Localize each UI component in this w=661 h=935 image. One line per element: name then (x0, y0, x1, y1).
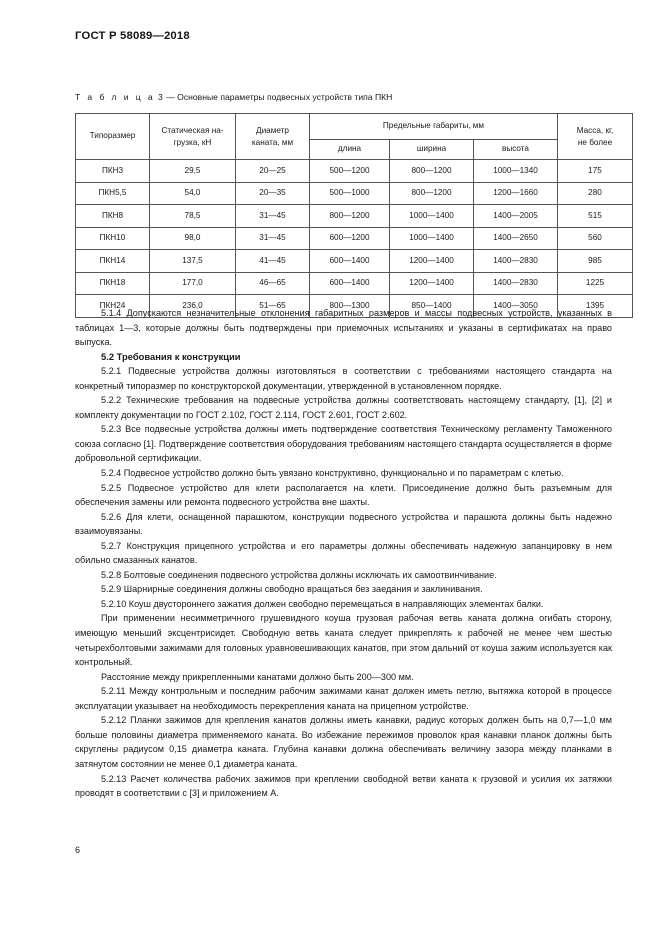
header-static-load-line2: грузка, кН (173, 137, 212, 147)
cell-mass: 280 (558, 182, 633, 205)
clause-5-2-5: 5.2.5 Подвесное устройство для клети располагается на клети. Присоединение должно быть разъемным для обеспечения замены или ремонта подвесного устройства вне шахты. (75, 482, 612, 508)
cell-width: 1000—1400 (390, 205, 474, 228)
header-overall-dimensions: Предельные габариты, мм (310, 114, 558, 140)
cell-width: 1200—1400 (390, 250, 474, 273)
cell-static-load: 137,5 (150, 250, 236, 273)
body-content (75, 306, 612, 801)
cell-rope-diameter: 20—25 (236, 160, 310, 183)
cell-type-size: ПКН18 (76, 272, 150, 295)
clause-5-2-2: 5.2.2 Технические требования на подвесные устройства должны соответствовать настоящему стандарту, [1], [2] и комплекту документации по ГОСТ 2.102, ГОСТ 2.114, ГОСТ 2.601, ГОСТ 2.602. (75, 395, 612, 420)
header-static-load (150, 114, 236, 160)
cell-height: 1400—3050 (474, 295, 558, 318)
cell-type-size: ПКН5,5 (76, 182, 150, 205)
clause-5-2-3: 5.2.3 Все подвесные устройства должны иметь подтверждение соответствия Техническому регламенту Таможенного союза согласно [1]. Подтверждение соответствия оборудования требованиям настоящего стандарта осуществляется в форме добровольной сертификации. (75, 424, 612, 464)
clause-5-2-4: 5.2.4 Подвесное устройство должно быть увязано конструктивно, функционально и по параметрам с клетью. (101, 468, 564, 479)
cell-length: 500—1000 (310, 182, 390, 205)
cell-height: 1000—1340 (474, 160, 558, 183)
header-width: ширина (390, 140, 474, 160)
table-row (76, 160, 633, 183)
header-rope-diameter-line2: каната, мм (251, 137, 294, 147)
cell-type-size: ПКН3 (76, 160, 150, 183)
parameters-table (75, 113, 633, 318)
cell-type-size: ПКН24 (76, 295, 150, 318)
cell-rope-diameter: 51—65 (236, 295, 310, 318)
cell-height: 1400—2650 (474, 227, 558, 250)
header-type-size: Типоразмер (76, 114, 150, 160)
cell-rope-diameter: 46—65 (236, 272, 310, 295)
paragraph-rope-distance: Расстояние между прикрепленными канатами должно быть 200—300 мм. (101, 671, 414, 682)
cell-static-load: 78,5 (150, 205, 236, 228)
table-caption-number: 3 (158, 92, 163, 102)
cell-length: 800—1300 (310, 295, 390, 318)
header-mass-line1: Масса, кг, (576, 126, 614, 136)
cell-width: 1000—1400 (390, 227, 474, 250)
cell-height: 1400—2830 (474, 250, 558, 273)
header-mass-line2: не более (577, 137, 613, 147)
cell-width: 1200—1400 (390, 272, 474, 295)
cell-mass: 985 (558, 250, 633, 273)
table-caption (75, 92, 392, 102)
table-body (76, 160, 633, 318)
table-row (76, 250, 633, 273)
cell-rope-diameter: 41—45 (236, 250, 310, 273)
clause-5-2-6: 5.2.6 Для клети, оснащенной парашютом, конструкции подвесного устройства и парашюта должны быть надежно взаимоувязаны. (75, 511, 612, 537)
cell-static-load: 54,0 (150, 182, 236, 205)
cell-rope-diameter: 31—45 (236, 205, 310, 228)
cell-height: 1200—1660 (474, 182, 558, 205)
table-head (76, 114, 633, 160)
cell-type-size: ПКН10 (76, 227, 150, 250)
cell-rope-diameter: 31—45 (236, 227, 310, 250)
subheading-5-2: 5.2 Требования к конструкции (101, 350, 241, 362)
cell-mass: 515 (558, 205, 633, 228)
cell-width: 800—1200 (390, 182, 474, 205)
cell-type-size: ПКН8 (76, 205, 150, 228)
cell-rope-diameter: 20—35 (236, 182, 310, 205)
cell-mass: 175 (558, 160, 633, 183)
clause-5-2-11: 5.2.11 Между контрольным и последним рабочим зажимами канат должен иметь петлю, вытяжка которой в процессе эксплуатации указывает на необходимость перекрепления каната на прицепном устройстве. (75, 686, 612, 711)
header-rope-diameter-line1: Диаметр (256, 126, 289, 136)
header-rope-diameter (236, 114, 310, 160)
clause-5-2-9: 5.2.9 Шарнирные соединения должны свободно вращаться без заедания и заклинивания. (101, 584, 483, 595)
cell-mass: 560 (558, 227, 633, 250)
table-row (76, 272, 633, 295)
clause-5-2-10: 5.2.10 Коуш двустороннего зажатия должен свободно перемещаться в направляющих элементах балки. (101, 598, 544, 609)
table-caption-label: Т а б л и ц а (75, 92, 155, 102)
cell-length: 600—1400 (310, 272, 390, 295)
clause-5-2-13: 5.2.13 Расчет количества рабочих зажимов при креплении свободной ветви каната к грузовой и усилия их затяжки проводят в соответствии с [3] и приложением А. (75, 773, 612, 799)
clause-5-1-4: 5.1.4 Допускаются незначительные отклонения габаритных размеров и массы подвесных устройств, указанных в таблицах 1—3, которые должны быть подтверждены при приемочных испытаниях и указаны в сертификатах на право выпуска. (75, 308, 612, 348)
cell-width: 800—1200 (390, 160, 474, 183)
cell-static-load: 98,0 (150, 227, 236, 250)
cell-static-load: 236,0 (150, 295, 236, 318)
table-row (76, 227, 633, 250)
cell-length: 500—1200 (310, 160, 390, 183)
clause-5-2-12: 5.2.12 Планки зажимов для крепления канатов должны иметь канавки, радиус которых должен быть на 0,7—1,0 мм больше половины диаметра применяемого каната. Во избежание пережимов проволок края канавки планок должны быть скруглены радиусом 0,15 диаметра каната. Глубина канавки должна обеспечивать величину зазора между планками в затянутом состоянии не менее 0,1 диаметра каната. (75, 715, 612, 769)
cell-length: 600—1200 (310, 227, 390, 250)
clause-5-2-8: 5.2.8 Болтовые соединения подвесного устройства должны исключать их самоотвинчивание. (101, 569, 497, 580)
cell-length: 800—1200 (310, 205, 390, 228)
running-head: ГОСТ Р 58089—2018 (75, 30, 190, 42)
cell-length: 600—1400 (310, 250, 390, 273)
cell-static-load: 29,5 (150, 160, 236, 183)
cell-height: 1400—2830 (474, 272, 558, 295)
paragraph-pear-thimble: При применении несимметричного грушевидного коуша грузовая рабочая ветвь каната должна огибать сторону, имеющую меньший эксцентрисидет. Свободную ветвь каната следует прикреплять к рабочей не менее чем шестью четырехболтовыми зажимами для головных уравновешивающих канатов, при этом дальний от коуша зажим используется как контрольный. (75, 613, 612, 668)
table-caption-title: Основные параметры подвесных устройств типа ПКН (177, 92, 393, 102)
table-caption-dash: — (166, 92, 175, 102)
cell-height: 1400—2005 (474, 205, 558, 228)
cell-type-size: ПКН14 (76, 250, 150, 273)
header-height: высота (474, 140, 558, 160)
cell-width: 850—1400 (390, 295, 474, 318)
header-length: длина (310, 140, 390, 160)
cell-static-load: 177,0 (150, 272, 236, 295)
header-mass (558, 114, 633, 160)
cell-mass: 1395 (558, 295, 633, 318)
clause-5-2-7: 5.2.7 Конструкция прицепного устройства и его параметры должны обеспечивать надежную запанцировку в нем обильно смазанных канатов. (75, 540, 612, 566)
cell-mass: 1225 (558, 272, 633, 295)
header-static-load-line1: Статическая на- (161, 126, 224, 136)
clause-5-2-1: 5.2.1 Подвесные устройства должны изготовляться в соответствии с требованиями настоящего стандарта на конкретный типоразмер по конструкторской документации, утвержденной в установленном порядке. (75, 366, 612, 391)
table-header-row-top (76, 114, 633, 140)
page-number: 6 (75, 845, 81, 855)
table-row (76, 205, 633, 228)
table-row (76, 182, 633, 205)
